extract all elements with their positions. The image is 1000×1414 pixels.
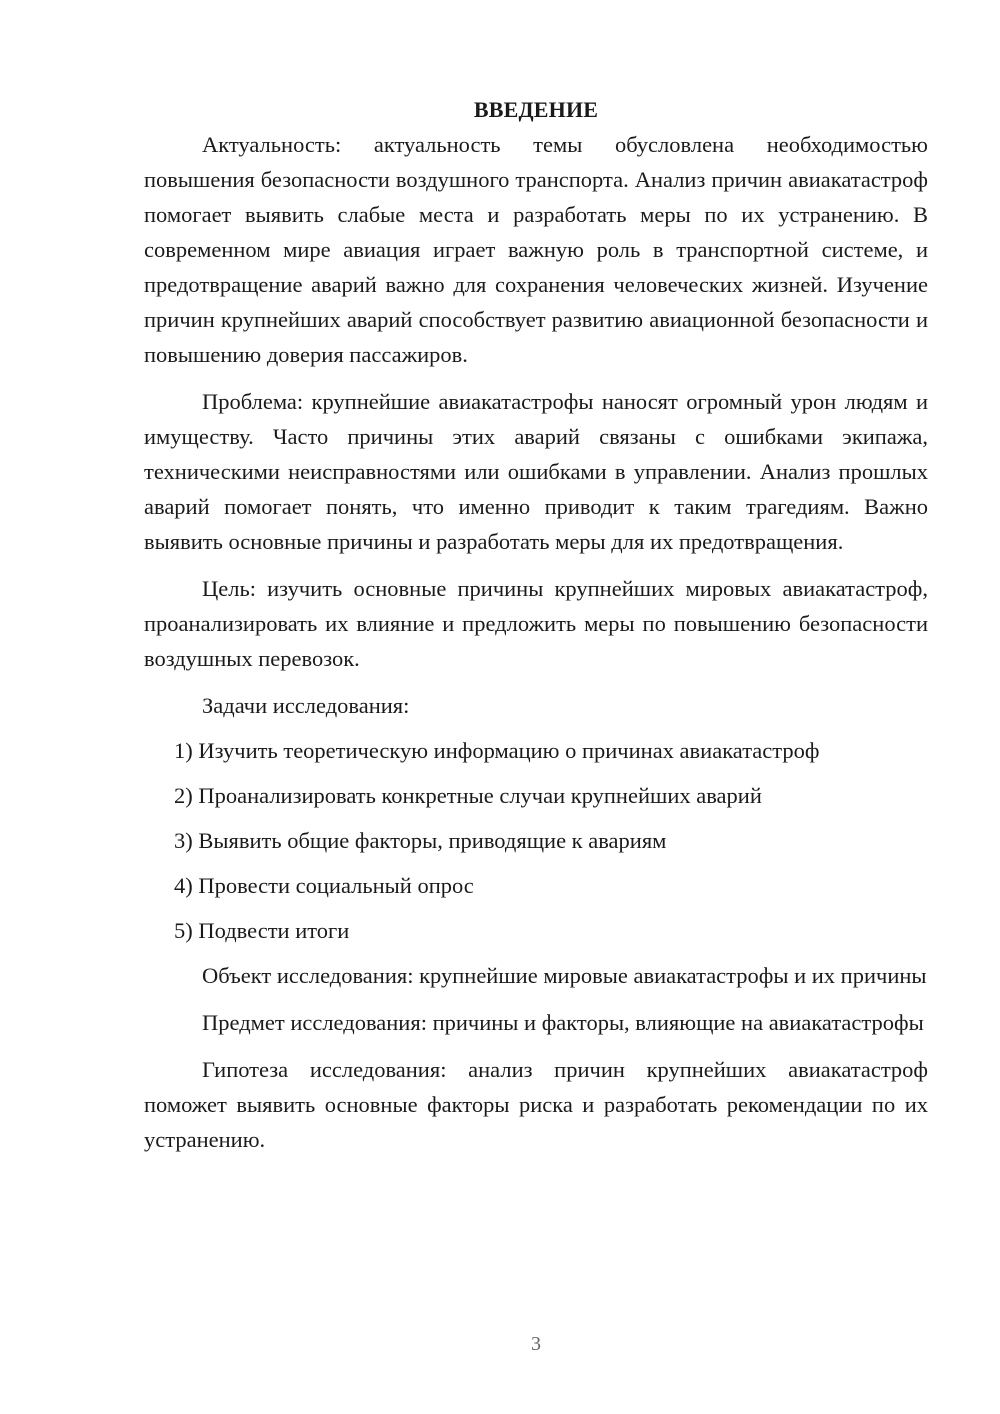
problem-paragraph: Проблема: крупнейшие авиакатастрофы наносят огромный урон людям и имуществу. Часто причины этих аварий связаны с ошибками экипажа, техническими неисправностями или ошибками в управлении. Анализ прошлых аварий помогает понять, что именно приводит к таким трагедиям. Важно выявить основные причины и разработать меры для их предотвращения. [144,389,928,554]
goal-paragraph: Цель: изучить основные причины крупнейших мировых авиакатастроф, проанализировать их влияние и предложить меры по повышению безопасности воздушных перевозок. [144,576,928,671]
page-title: ВВЕДЕНИЕ [473,97,599,122]
list-item: 4) Провести социальный опрос [174,873,474,898]
tasks-heading: Задачи исследования: [202,693,410,718]
subject-paragraph: Предмет исследования: причины и факторы, влияющие на авиакатастрофы [202,1010,924,1035]
object-paragraph: Объект исследования: крупнейшие мировые авиакатастрофы и их причины [202,963,927,988]
relevance-paragraph: Актуальность: актуальность темы обусловлена необходимостью повышения безопасности воздушного транспорта. Анализ причин авиакатастроф помогает выявить слабые места и разработать меры по их устранению. В современном мире авиация играет важную роль в транспортной системе, и предотвращение аварий важно для сохранения человеческих жизней. Изучение причин крупнейших аварий способствует развитию авиационной безопасности и повышению доверия пассажиров. [144,132,928,367]
list-item: 3) Выявить общие факторы, приводящие к авариям [174,828,667,853]
list-item: 1) Изучить теоретическую информацию о причинах авиакатастроф [174,738,820,763]
list-item: 5) Подвести итоги [174,918,350,943]
page-content [144,92,928,1169]
list-item: 2) Проанализировать конкретные случаи крупнейших аварий [174,783,762,808]
tasks-list [144,733,928,948]
page-number: 3 [531,1333,541,1355]
hypothesis-paragraph: Гипотеза исследования: анализ причин крупнейших авиакатастроф поможет выявить основные факторы риска и разработать рекомендации по их устранению. [144,1057,928,1152]
